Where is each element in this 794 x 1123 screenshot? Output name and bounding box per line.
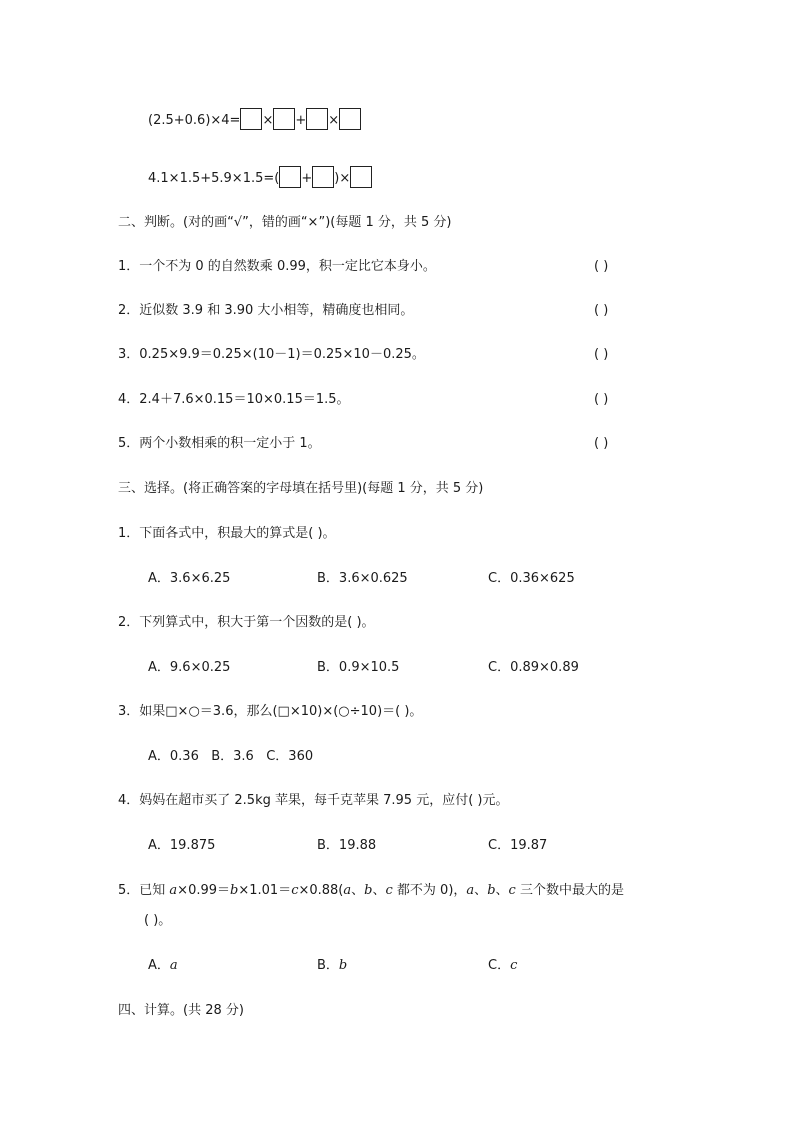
- plus-sign: +: [301, 171, 313, 186]
- option-label: C．: [488, 958, 511, 973]
- judge-answer-bracket-5[interactable]: ( ): [594, 436, 609, 451]
- variable-b: b: [338, 958, 348, 973]
- variable-a: a: [466, 883, 475, 898]
- judge-answer-bracket-3[interactable]: ( ): [594, 347, 609, 362]
- choice-q3-stem: 3．如果□×○＝3.6，那么(□×10)×(○÷10)＝( )。: [118, 704, 423, 719]
- variable-a: a: [169, 958, 178, 973]
- choice-q2-stem: 2．下列算式中，积大于第一个因数的是( )。: [118, 615, 375, 630]
- variable-b: b: [487, 883, 496, 898]
- expr-left: (2.5+0.6)×4=: [148, 113, 241, 128]
- distributive-row-1: [148, 108, 361, 130]
- choice-q4-stem: 4．妈妈在超市买了 2.5kg 苹果，每千克苹果 7.95 元，应付( )元。: [118, 793, 509, 808]
- choice-q4-option-a[interactable]: A．19.875: [148, 838, 216, 853]
- choice-q5-option-c[interactable]: [488, 957, 517, 975]
- close-paren-times: )×: [334, 171, 351, 186]
- choice-q1-option-a[interactable]: A．3.6×6.25: [148, 571, 231, 586]
- section-4-heading: 四、计算。(共 28 分): [118, 1003, 244, 1018]
- stem-text: 、: [474, 883, 488, 898]
- variable-a: a: [169, 883, 178, 898]
- choice-q5-option-b[interactable]: [317, 957, 347, 975]
- choice-q1-option-c[interactable]: C．0.36×625: [488, 571, 575, 586]
- answer-box[interactable]: [273, 108, 295, 130]
- stem-text: ×1.01＝: [238, 883, 292, 898]
- stem-text: 、: [495, 883, 509, 898]
- variable-a: a: [343, 883, 352, 898]
- answer-box[interactable]: [306, 108, 328, 130]
- answer-box[interactable]: [350, 166, 372, 188]
- judge-answer-bracket-4[interactable]: ( ): [594, 392, 609, 407]
- variable-c: c: [385, 883, 393, 898]
- answer-box[interactable]: [312, 166, 334, 188]
- choice-q5-stem-line-2[interactable]: ( )。: [144, 913, 172, 928]
- choice-q4-option-c[interactable]: C．19.87: [488, 838, 548, 853]
- choice-q2-option-b[interactable]: B．0.9×10.5: [317, 660, 400, 675]
- variable-b: b: [364, 883, 373, 898]
- stem-text: ×0.99＝: [177, 883, 231, 898]
- section-2-heading: 二、判断。(对的画“√”，错的画“×”)(每题 1 分，共 5 分): [118, 215, 452, 230]
- option-label: A．: [148, 958, 170, 973]
- answer-box[interactable]: [240, 108, 262, 130]
- choice-q3-options[interactable]: A．0.36 B．3.6 C．360: [148, 749, 314, 764]
- choice-q4-option-b[interactable]: B．19.88: [317, 838, 377, 853]
- variable-c: c: [508, 883, 516, 898]
- judge-item-1: 1．一个不为 0 的自然数乘 0.99，积一定比它本身小。: [118, 259, 436, 274]
- judge-item-5: 5．两个小数相乘的积一定小于 1。: [118, 436, 321, 451]
- stem-text: 都不为 0)，: [392, 883, 467, 898]
- times-sign: ×: [262, 113, 274, 128]
- stem-text: ×0.88(: [298, 883, 344, 898]
- distributive-row-2: [148, 166, 372, 188]
- choice-q5-option-a[interactable]: [148, 957, 178, 975]
- expr-left: 4.1×1.5+5.9×1.5=(: [148, 171, 280, 186]
- section-3-heading: 三、选择。(将正确答案的字母填在括号里)(每题 1 分，共 5 分): [118, 481, 484, 496]
- answer-box[interactable]: [339, 108, 361, 130]
- stem-text: 三个数中最大的是: [515, 883, 624, 898]
- option-label: B．: [317, 958, 339, 973]
- variable-c: c: [510, 958, 518, 973]
- answer-box[interactable]: [279, 166, 301, 188]
- stem-text: 、: [351, 883, 365, 898]
- judge-item-2: 2．近似数 3.9 和 3.90 大小相等，精确度也相同。: [118, 303, 414, 318]
- choice-q1-option-b[interactable]: B．3.6×0.625: [317, 571, 408, 586]
- choice-q2-option-a[interactable]: A．9.6×0.25: [148, 660, 231, 675]
- choice-q5-stem: [118, 882, 624, 900]
- variable-c: c: [291, 883, 299, 898]
- judge-item-3: 3．0.25×9.9＝0.25×(10－1)＝0.25×10－0.25。: [118, 347, 425, 362]
- plus-sign: +: [295, 113, 307, 128]
- choice-q2-option-c[interactable]: C．0.89×0.89: [488, 660, 579, 675]
- judge-item-4: 4．2.4＋7.6×0.15＝10×0.15＝1.5。: [118, 392, 350, 407]
- stem-text: 、: [372, 883, 386, 898]
- variable-b: b: [230, 883, 239, 898]
- stem-text: 5．已知: [118, 883, 170, 898]
- times-sign: ×: [328, 113, 340, 128]
- judge-answer-bracket-1[interactable]: ( ): [594, 259, 609, 274]
- choice-q1-stem: 1．下面各式中，积最大的算式是( )。: [118, 526, 336, 541]
- judge-answer-bracket-2[interactable]: ( ): [594, 303, 609, 318]
